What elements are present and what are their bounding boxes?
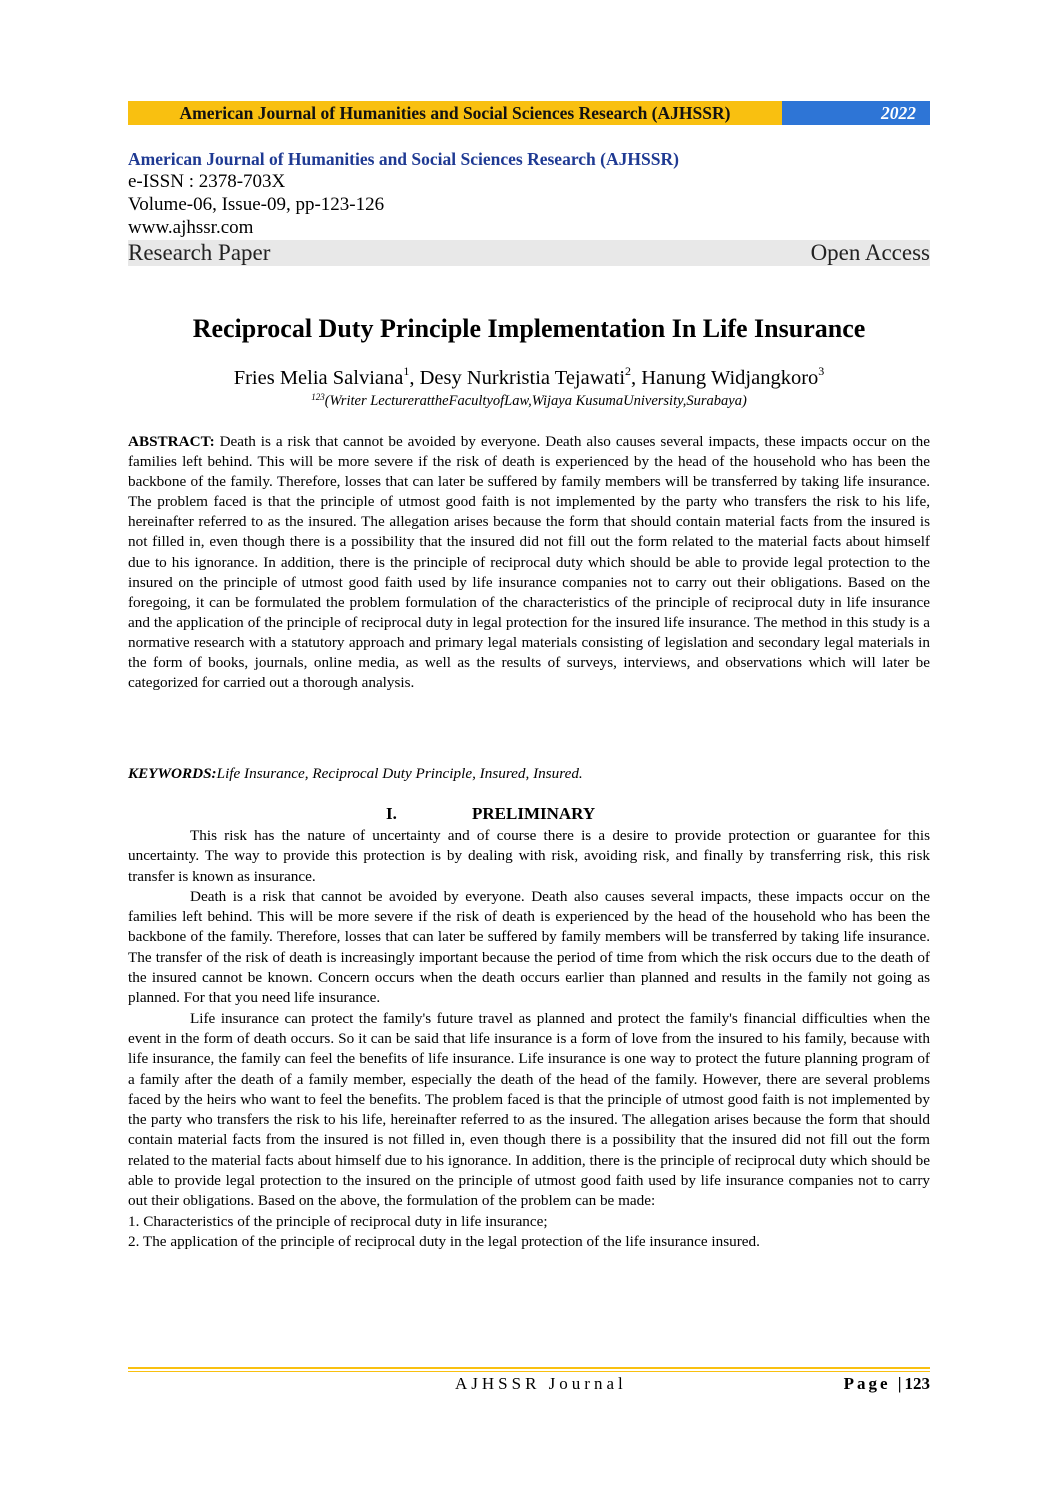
body-text [128,826,930,1252]
section-number: I. [386,804,397,823]
author-affil-marker: 3 [818,364,825,378]
abstract-label: ABSTRACT: [128,433,215,450]
footer-journal: AJHSSR Journal [455,1374,627,1393]
access-type: Open Access [810,240,930,265]
footer-rule [128,1367,930,1369]
banner-year: 2022 [782,101,930,125]
footer-page [844,1374,930,1394]
paragraph: Life insurance can protect the family's future travel as planned and protect the family's financial difficulties when the event in the form of death occurs. So it can be said that life insurance is a form of love from the insured to his family, because with life insurance, the family can feel the benefits of life insurance. Life insurance is one way to protect the future planning program of a family after the death of a family member, especially the death of the head of the family. However, there are several problems faced by the heirs who want to feel the benefits. The problem faced is that the principle of utmost good faith is not implemented by the party who transfers the risk to his life, hereinafter referred to as the insured. The allegation arises because the form that should contain material facts from the insured is not filled in, even though there is a possibility that the insured did not fill out the form related to the material facts about himself due to his ignorance. In addition, there is the principle of reciprocal duty which should be able to provide legal protection to the insured on the principle of utmost good faith used by life insurance companies not to carry out their obligations. Based on the above, the formulation of the problem can be made: [128,1009,930,1210]
page-number: 123 [904,1374,930,1393]
paragraph: This risk has the nature of uncertainty and of course there is a desire to provide protection or guarantee for this uncertainty. The way to provide this protection is by dealing with risk, avoiding risk, and finally by transferring risk, this risk transfer is known as insurance. [128,827,930,885]
paper-type: Research Paper [128,240,271,265]
masthead [128,148,930,266]
keywords-text: Life Insurance, Reciprocal Duty Principle, Insured, Insured. [216,765,583,782]
journal-name: American Journal of Humanities and Social Sciences Research (AJHSSR) [128,149,679,169]
author-name: Fries Melia Salviana [233,367,404,389]
list-item: 1. Characteristics of the principle of reciprocal duty in life insurance; [128,1212,548,1230]
affiliation-marker: 123 [311,392,325,402]
issn: e-ISSN : 2378-703X [128,171,286,192]
volume-issue: Volume-06, Issue-09, pp-123-126 [128,194,385,215]
paper-type-bar [128,240,930,266]
page-label: Page | [843,1374,905,1393]
author-name: Hanung Widjangkoro [641,367,819,389]
journal-website-link[interactable]: www.ajhssr.com [128,217,254,238]
affiliation [128,392,930,410]
paper-title: Reciprocal Duty Principle Implementation In Life Insurance [192,314,866,343]
author-affil-marker: 2 [625,364,632,378]
keywords-label: KEYWORDS: [128,765,217,782]
author-affil-marker: 1 [403,364,410,378]
footer-rule [128,1371,930,1372]
banner-journal-title: American Journal of Humanities and Social Sciences Research (AJHSSR) [128,101,782,125]
keywords [128,765,930,783]
author-name: Desy Nurkristia Tejawati [419,367,626,389]
list-item: 2. The application of the principle of reciprocal duty in the legal protection of the life insurance insured. [128,1232,760,1250]
journal-banner [128,101,930,125]
paragraph: Death is a risk that cannot be avoided by everyone. Death also causes several impacts, these impacts occur on the families left behind. This will be more severe if the risk of death is experienced by the head of the household who has been the backbone of the family. Therefore, losses that can later be suffered by family members will be transferred by taking life insurance. The transfer of the risk of death is increasingly important because the period of time from which the risk occurs due to the death of the insured cannot be known. Concern occurs when the death occurs earlier than planned and results in the family not going as planned. For that you need life insurance. [128,887,930,1007]
affiliation-text: (Writer LecturerattheFacultyofLaw,Wijaya KusumaUniversity,Surabaya) [324,393,747,409]
abstract-text: Death is a risk that cannot be avoided by everyone. Death also causes several impacts, these impacts occur on the families left behind. This will be more severe if the risk of death is experienced by the head of the household who has been the backbone of the family. Therefore, losses that can later be suffered by family members will be transferred by taking life insurance. The problem faced is that the principle of utmost good faith is not implemented by the party who transfers the risk to his life, hereinafter referred to as the insured. The allegation arises because the form that should contain material facts from the insured is not filled in, even though there is a possibility that the insured did not fill out the form related to the material facts about himself due to his ignorance. In addition, there is the principle of reciprocal duty which should be able to provide legal protection to the insured on the principle of utmost good faith used by life insurance companies not to carry out their obligations. Based on the foregoing, it can be formulated the problem formulation of the characteristics of the principle of reciprocal duty in life insurance and the application of the principle of reciprocal duty in legal protection for the insured life insurance. The method in this study is a normative research with a statutory approach and primary legal materials consisting of legislation and secondary legal materials in the form of books, journals, online media, as well as the results of surveys, interviews, and observations which will later be categorized for carried out a thorough analysis. [128,433,931,692]
abstract [128,432,930,693]
author-list: Fries Melia Salviana$^1$, Desy Nurkristia Tejawati$^2$, Hanung Widjangkoro$^3$ [233,364,825,389]
section-title: PRELIMINARY [472,804,596,823]
